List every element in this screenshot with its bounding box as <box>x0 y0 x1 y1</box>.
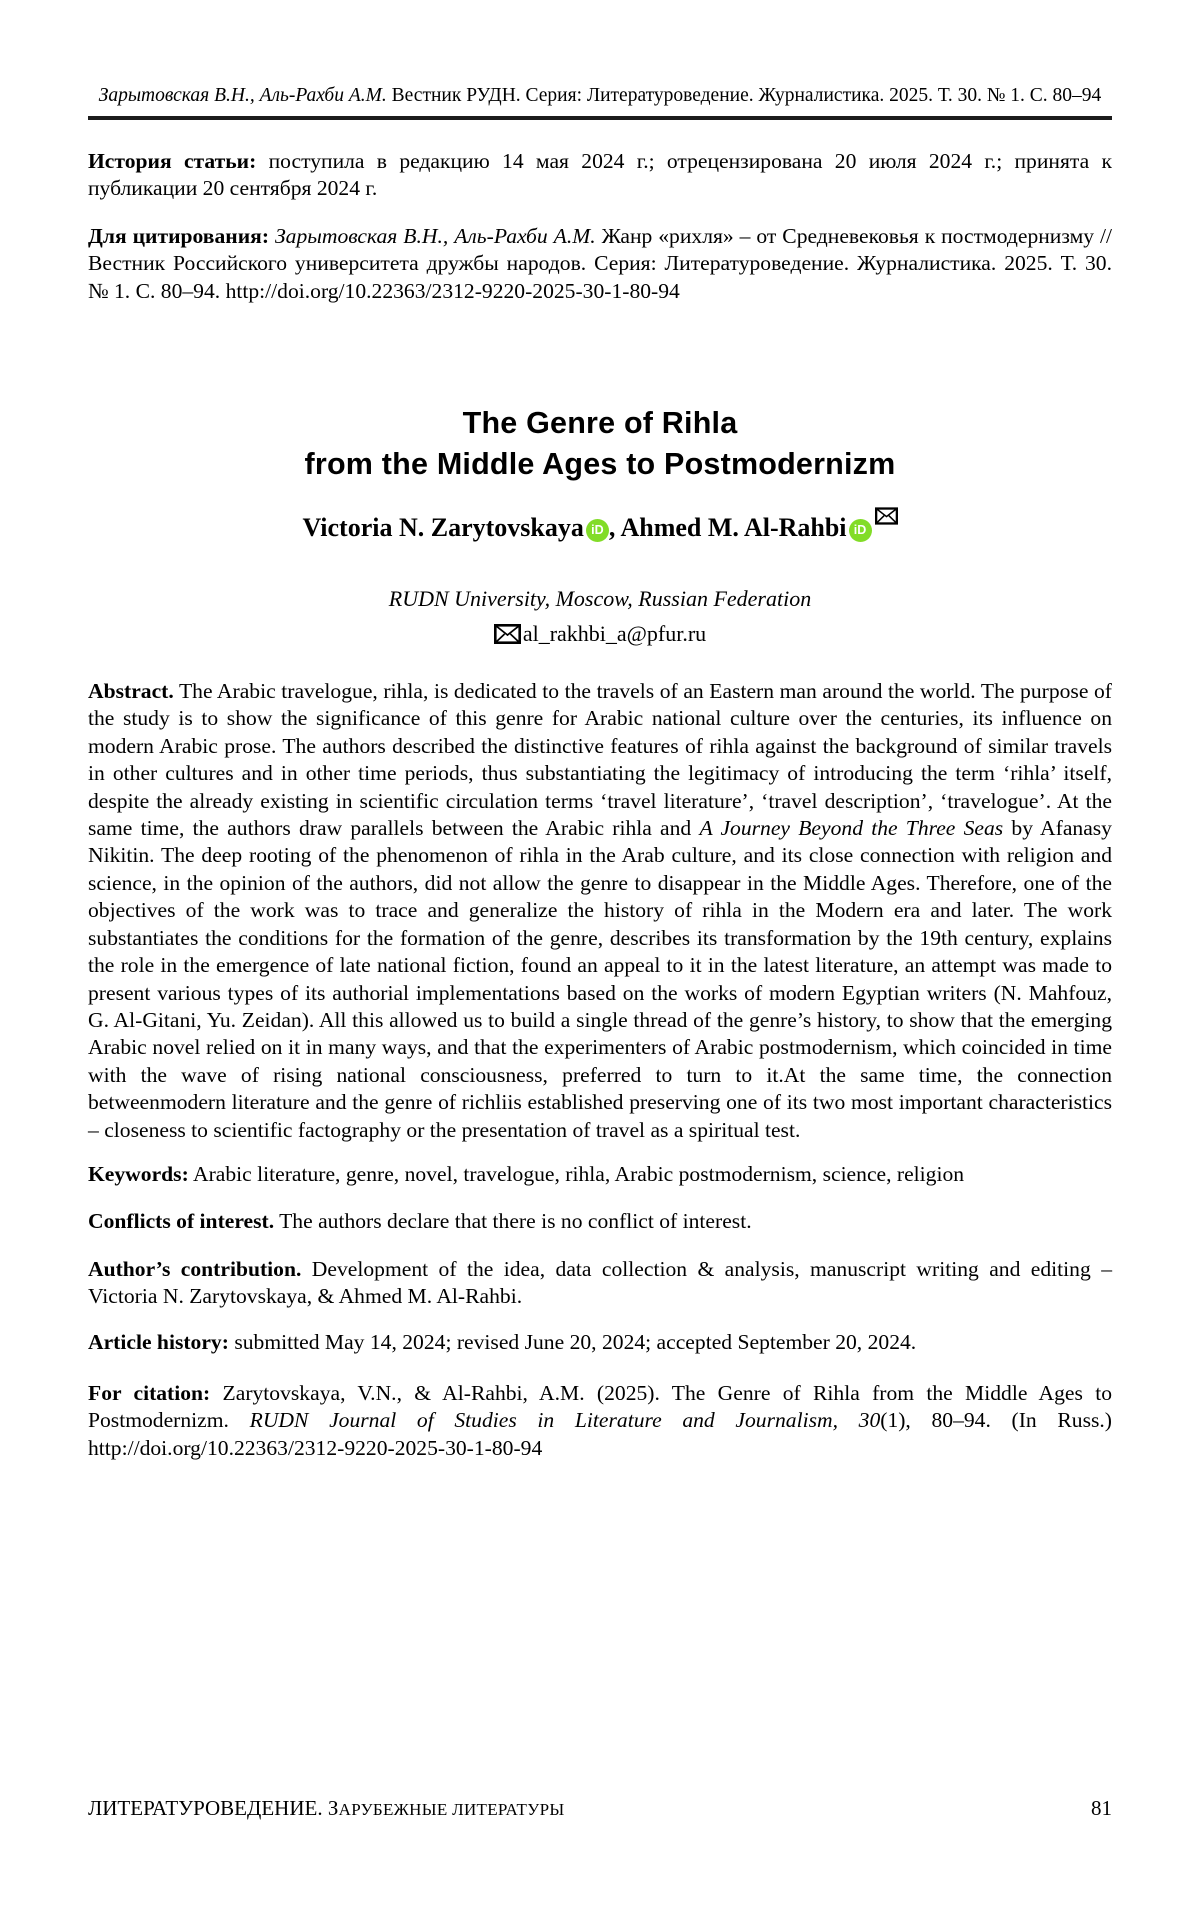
citation-en-doi-link[interactable]: http://doi.org/10.22363/2312-9220-2025-30-1-80-94 <box>88 1435 543 1460</box>
contribution-paragraph <box>88 1256 1112 1311</box>
header-divider-rule <box>88 116 1112 120</box>
citation-en-paragraph <box>88 1380 1112 1462</box>
running-head-authors: Зарытовская В.Н., Аль-Рахби А.М. <box>98 85 387 106</box>
article-history-en-text: submitted May 14, 2024; revised June 20, 2024; accepted September 20, 2024. <box>228 1329 917 1354</box>
email-line <box>88 620 1112 648</box>
keywords-label: Keywords: <box>88 1161 189 1186</box>
page-footer <box>88 1796 1112 1906</box>
abstract-text-2: by Afanasy Nikitin. The deep rooting of the phenomenon of rihla in the Arab culture, and its close connection with religion and science, in the opinion of the authors, did not allow the genre to disappear in the Middle Ages. Therefore, one of the objectives of the work was to trace and generalize the history of rihla in the Modern era and later. The work substantiates the conditions for the formation of the genre, describes its transformation by the 19th century, explains the role in the emergence of late national fiction, found an appeal to it in the latest literature, an attempt was made to present various types of its authorial implementations based on the works of modern Egyptian writers (N. Mahfouz, G. Al-Gitani, Yu. Zeidan). All this allowed us to build a single thread of the genre’s history, to show that the emerging Arabic novel relied on it in many ways, and that the experimenters of Arabic postmodernism, which coincided in time with the wave of rising national consciousness, preferred to turn to it.At the same time, the connection betweenmodern literature and the genre of richliis established preserving one of its two most important characteristics – closeness to scientific factography or the presentation of travel as a spiritual test. <box>88 816 1112 1142</box>
email-envelope-icon <box>494 624 521 644</box>
conflicts-text: The authors declare that there is no conflict of interest. <box>274 1209 752 1234</box>
article-history-ru-label: История статьи: <box>88 149 257 173</box>
citation-ru-text: Жанр «рихля» – от Средневековья к постмодернизму // Вестник Российского университета дружбы народов. Серия: Литературоведение. Журналистика. 2025. Т. 30. № 1. С. 80–94. <box>88 223 1112 303</box>
authors-separator: , <box>608 513 621 543</box>
authors-line <box>88 507 1112 545</box>
abstract-label: Abstract. <box>88 679 174 704</box>
citation-ru-label: Для цитирования: <box>88 223 270 248</box>
abstract-text-1: The Arabic travelogue, rihla, is dedicated to the travels of an Eastern man around the world. The purpose of the study is to show the significance of this genre for Arabic national culture over the centuries, its influence on modern Arabic prose. The authors described the distinctive features of rihla against the background of similar travels in other cultures and in other time periods, thus substantiating the legitimacy of introducing the term ‘rihla’ itself, despite the already existing in scientific circulation terms ‘travel literature’, ‘travel description’, ‘travelogue’. At the same time, the authors draw parallels between the Arabic rihla and <box>88 679 1112 841</box>
citation-en-text-2: (1), 80–94. (In Russ.) <box>880 1408 1112 1433</box>
article-history-ru-paragraph <box>88 148 1112 203</box>
author-name-zarytovskaya: Victoria N. Zarytovskaya <box>302 513 584 543</box>
conflicts-paragraph <box>88 1208 1112 1235</box>
running-head <box>88 84 1112 107</box>
citation-en-text-1: Zarytovskaya, V.N., & Al-Rahbi, A.M. (2025). The Genre of Rihla from the Middle Ages to Postmodernizm. <box>88 1380 1113 1433</box>
abstract-paragraph <box>88 678 1112 1144</box>
corresponding-author-envelope-icon <box>875 507 898 525</box>
conflicts-label: Conflicts of interest. <box>88 1209 275 1234</box>
article-title <box>88 403 1112 485</box>
page-number: 81 <box>1091 1796 1112 1820</box>
citation-ru-doi-link[interactable]: http://doi.org/10.22363/2312-9220-2025-30-1-80-94 <box>225 278 680 303</box>
orcid-icon[interactable]: iD <box>849 519 872 542</box>
keywords-paragraph <box>88 1161 1112 1188</box>
footer-section-title <box>88 1796 564 1822</box>
citation-ru-authors: Зарытовская В.Н., Аль-Рахби А.М. <box>269 223 596 248</box>
email-link[interactable]: al_rakhbi_a@pfur.ru <box>522 621 707 647</box>
abstract-book-title: A Journey Beyond the Three Seas <box>699 816 1004 841</box>
keywords-text: Arabic literature, genre, novel, travelogue, rihla, Arabic postmodernism, science, religion <box>188 1161 965 1186</box>
affiliation: RUDN University, Moscow, Russian Federation <box>388 586 812 612</box>
orcid-icon[interactable]: iD <box>586 519 609 542</box>
footer-subsection-label: ЗАРУБЕЖНЫЕ ЛИТЕРАТУРЫ <box>327 1796 565 1820</box>
article-title-line2: from the Middle Ages to Postmodernizm <box>304 447 896 482</box>
contribution-text: Development of the idea, data collection & analysis, manuscript writing and editing – Victoria N. Zarytovskaya, & Ahmed M. Al-Rahbi. <box>88 1256 1112 1309</box>
article-history-ru-text: поступила в редакцию 14 мая 2024 г.; отрецензирована 20 июля 2024 г.; принята к публикации 20 сентября 2024 г. <box>88 149 1112 201</box>
citation-ru-paragraph <box>88 223 1112 305</box>
footer-section-label: ЛИТЕРАТУРОВЕДЕНИЕ. <box>88 1796 323 1820</box>
article-history-en-label: Article history: <box>88 1329 229 1354</box>
article-history-en-paragraph <box>88 1329 1112 1356</box>
author-name-al-rahbi: Ahmed M. Al-Rahbi <box>620 513 847 543</box>
running-head-journal-info: Вестник РУДН. Серия: Литературоведение. Журналистика. 2025. Т. 30. № 1. С. 80–94 <box>386 85 1102 106</box>
citation-en-journal: RUDN Journal of Studies in Literature and Journalism, 30 <box>249 1408 881 1433</box>
citation-en-label: For citation: <box>88 1380 211 1405</box>
contribution-label: Author’s contribution. <box>88 1256 302 1281</box>
article-title-line1: The Genre of Rihla <box>462 406 738 441</box>
